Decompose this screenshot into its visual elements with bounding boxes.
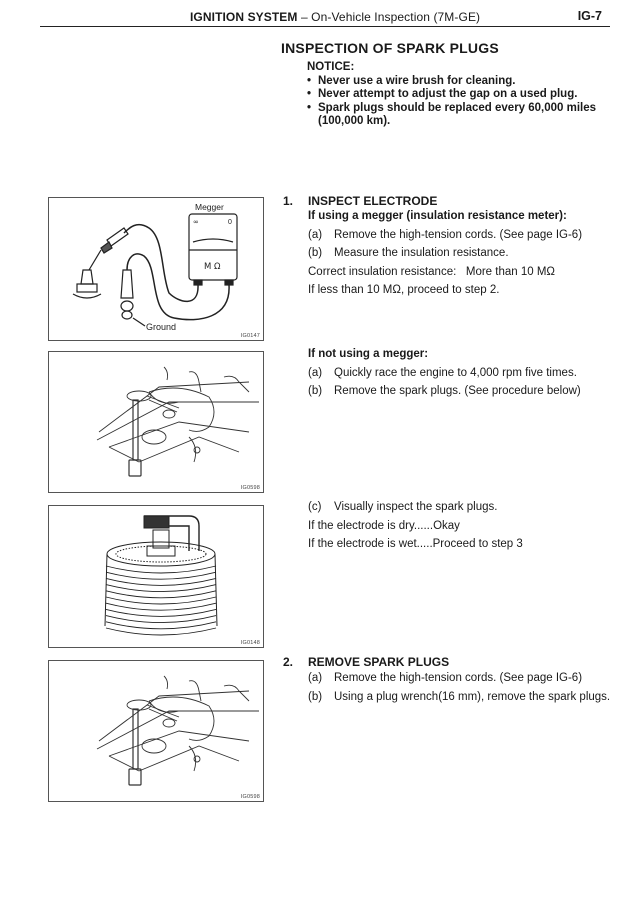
header-title — [190, 10, 480, 24]
electrode-wet: If the electrode is wet.....Proceed to step 3 — [308, 538, 523, 550]
figure-id: IG0598 — [240, 485, 260, 491]
megger-block — [308, 207, 582, 300]
section-title: INSPECTION OF SPARK PLUGS — [281, 40, 499, 56]
figure-id: IG0147 — [240, 333, 260, 339]
item-text: Measure the insulation resistance. — [334, 247, 509, 259]
list-item — [308, 669, 610, 688]
item-label: (b) — [308, 690, 323, 703]
item-label: (c) — [308, 501, 322, 513]
figure-plug-removal — [48, 351, 264, 493]
resistance-note: If less than 10 MΩ, proceed to step 2. — [308, 284, 500, 296]
item-label: (a) — [308, 672, 323, 684]
figure-id: IG0598 — [240, 794, 260, 800]
notice-label: NOTICE: — [307, 61, 355, 73]
header-separator: – — [297, 10, 312, 24]
thread-line — [106, 566, 216, 573]
step-1-number: 1. — [283, 194, 294, 208]
item-label: (a) — [308, 228, 323, 241]
notice-continuation: (100,000 km). — [318, 115, 391, 127]
list-item — [308, 244, 582, 263]
figure-id: IG0148 — [240, 640, 260, 646]
header-subtitle: On-Vehicle Inspection (7M-GE) — [311, 10, 481, 24]
item-text: Remove the high-tension cords. (See page IG-6) — [334, 672, 583, 684]
item-label: (a) — [308, 366, 323, 379]
item-text: Remove the spark plugs. (See procedure below) — [334, 385, 581, 397]
notice-item: • Never use a wire brush for cleaning. — [307, 75, 596, 89]
list-item — [308, 226, 582, 245]
header-system: IGNITION SYSTEM — [190, 10, 298, 24]
step-2-title: REMOVE SPARK PLUGS — [308, 655, 450, 669]
notice-item: • Never attempt to adjust the gap on a used plug. — [307, 88, 596, 102]
plug-wrench-illustration — [49, 352, 263, 492]
electrode-dry: If the electrode is dry......Okay — [308, 519, 460, 532]
notice-item: • Spark plugs should be replaced every 60,000 miles — [307, 102, 596, 116]
item-text: Visually inspect the spark plugs. — [334, 501, 498, 513]
list-item — [308, 364, 581, 383]
item-label: (b) — [308, 247, 323, 259]
no-megger-heading: If not using a megger: — [308, 348, 429, 360]
step-2-number: 2. — [283, 655, 294, 669]
megger-label: Megger — [195, 202, 224, 212]
page-number: IG-7 — [577, 9, 602, 23]
plug-wrench-illustration — [49, 661, 263, 801]
no-megger-block — [308, 345, 581, 401]
item-label: (b) — [308, 385, 323, 397]
zero-label: 0 — [228, 219, 232, 226]
visual-block — [308, 498, 523, 554]
step-1-title: INSPECT ELECTRODE — [308, 194, 438, 208]
unit-label: M Ω — [204, 262, 221, 272]
resistance-spec: Correct insulation resistance: More than 10 MΩ — [308, 265, 556, 278]
figure-plug-removal-2 — [48, 660, 264, 802]
ground-label: Ground — [146, 322, 177, 332]
list-item — [308, 688, 610, 707]
megger-illustration — [49, 198, 263, 340]
figure-plug-closeup — [48, 505, 264, 648]
item-text: Remove the high-tension cords. (See page IG-6) — [334, 228, 583, 241]
infinity-label: ∞ — [193, 218, 199, 226]
plug-threads — [106, 566, 216, 635]
list-item — [308, 382, 581, 401]
megger-heading: If using a megger (insulation resistance meter): — [308, 210, 567, 222]
step-2-block — [308, 669, 610, 706]
item-text: Quickly race the engine to 4,000 rpm five times. — [334, 366, 577, 379]
notice-block — [307, 61, 596, 129]
notice-list — [307, 75, 596, 116]
figure-megger — [48, 197, 264, 341]
spark-plug-illustration — [49, 506, 263, 647]
item-text: Using a plug wrench(16 mm), remove the spark plugs. — [334, 690, 611, 703]
page-header — [40, 6, 610, 27]
list-item — [308, 498, 523, 517]
